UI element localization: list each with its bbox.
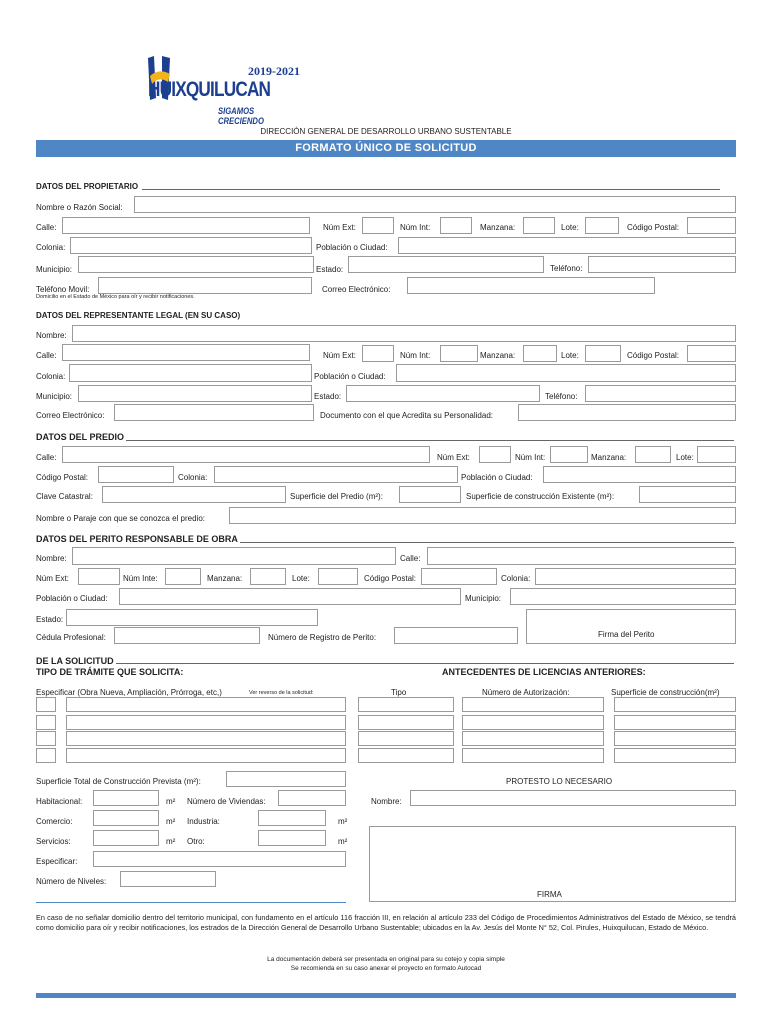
label: Municipio: [36, 392, 73, 401]
applicant-name-input[interactable] [410, 790, 736, 806]
lot-ext-input[interactable] [479, 446, 511, 463]
label: Superficie del Predio (m²): [290, 492, 383, 501]
address-note: Domicilio en el Estado de México para oír y recibir notificaciones. [36, 294, 195, 300]
label: Otro: [187, 837, 205, 846]
tramite-spec-input[interactable] [66, 697, 346, 712]
antecedente-autorizacion-input[interactable] [462, 748, 604, 763]
rep-int-input[interactable] [440, 345, 478, 362]
label: Nombre: [36, 331, 67, 340]
antecedente-autorizacion-input[interactable] [462, 715, 604, 730]
perito-street-input[interactable] [427, 547, 736, 565]
label: Manzana: [207, 574, 243, 583]
rep-cp-input[interactable] [687, 345, 736, 362]
label: Número de Viviendas: [187, 797, 266, 806]
label: Clave Catastral: [36, 492, 93, 501]
label: Calle: [36, 223, 57, 232]
logo-years: 2019-2021 [248, 64, 300, 78]
label: Estado: [314, 392, 342, 401]
lot-paraje-input[interactable] [229, 507, 736, 524]
label: Población o Ciudad: [316, 243, 388, 252]
perito-signature-label: Firma del Perito [598, 630, 655, 639]
label: Código Postal: [627, 351, 680, 360]
rep-colonia-input[interactable] [69, 364, 312, 382]
antecedente-tipo-input[interactable] [358, 731, 454, 746]
label: Núm Ext: [36, 574, 69, 583]
label: Colonia: [178, 473, 208, 482]
owner-street-input[interactable] [62, 217, 310, 234]
label: Colonia: [501, 574, 531, 583]
habitacional-input[interactable] [93, 790, 159, 806]
otro-input[interactable] [258, 830, 326, 846]
label: Correo Electrónico: [36, 411, 105, 420]
perito-poblacion-input[interactable] [119, 588, 461, 605]
column-header: Superficie de construcción(m²) [611, 688, 720, 697]
owner-estado-input[interactable] [348, 256, 544, 273]
label: Especificar (Obra Nueva, Ampliación, Prórroga, etc,) [36, 688, 222, 697]
owner-poblacion-input[interactable] [398, 237, 736, 254]
label: Manzana: [591, 453, 627, 462]
label: Núm Int: [515, 453, 546, 462]
tramite-spec-input[interactable] [66, 748, 346, 763]
tramite-check[interactable] [36, 748, 56, 763]
antecedente-autorizacion-input[interactable] [462, 697, 604, 712]
label: Manzana: [480, 223, 516, 232]
municipal-logo [140, 52, 310, 126]
owner-municipio-input[interactable] [78, 256, 314, 273]
total-area-input[interactable] [226, 771, 346, 787]
tramite-check[interactable] [36, 697, 56, 712]
label: Colonia: [36, 372, 66, 381]
comercio-input[interactable] [93, 810, 159, 826]
rep-document-input[interactable] [518, 404, 736, 421]
antecedente-tipo-input[interactable] [358, 748, 454, 763]
label: Manzana: [480, 351, 516, 360]
label: Municipio: [465, 594, 502, 603]
solicitud-title: DE LA SOLICITUD [36, 656, 114, 666]
tramite-check[interactable] [36, 715, 56, 730]
perito-registro-input[interactable] [394, 627, 518, 644]
label: Nombre: [36, 554, 67, 563]
rep-name-input[interactable] [72, 325, 736, 342]
form-title: FORMATO ÚNICO DE SOLICITUD [36, 140, 736, 157]
label: Núm Ext: [437, 453, 470, 462]
label: Servicios: [36, 837, 71, 846]
lot-colonia-input[interactable] [214, 466, 458, 483]
owner-ext-input[interactable] [362, 217, 394, 234]
rep-email-input[interactable] [114, 404, 314, 421]
label: Especificar: [36, 857, 78, 866]
label: Código Postal: [627, 223, 680, 232]
lot-clave-input[interactable] [102, 486, 286, 503]
perito-municipio-input[interactable] [510, 588, 736, 605]
label: Número de Registro de Perito: [268, 633, 377, 642]
label: Nombre: [371, 797, 402, 806]
niveles-input[interactable] [120, 871, 216, 887]
label: Número de Niveles: [36, 877, 107, 886]
column-header: Tipo [391, 688, 407, 697]
antecedente-superficie-input[interactable] [614, 715, 736, 730]
logo-slogan: SIGAMOS CRECIENDO [218, 106, 264, 126]
legal-notice: En caso de no señalar domicilio dentro del territorio municipal, con fundamento en el artículo 116 fracción III, en relación al artículo 233 del Código de Procedimientos Administrativos del Estado de México, se tendrá como domicilio para oír y recibir notificaciones, los estrados de la Dirección General de Desarrollo Urbano Sustentable; ubicados en la Av. Jesús del Monte N° 52, Col. Pirules, Huixquilucan, Estado de México. [36, 913, 736, 932]
viviendas-input[interactable] [278, 790, 346, 806]
tipo-tramite-title: TIPO DE TRÁMITE QUE SOLICITA: [36, 667, 184, 677]
label: Municipio: [36, 265, 73, 274]
title-underline [240, 542, 734, 543]
rep-ext-input[interactable] [362, 345, 394, 362]
owner-lote-input[interactable] [585, 217, 619, 234]
perito-name-input[interactable] [72, 547, 396, 565]
perito-cp-input[interactable] [421, 568, 497, 585]
label: Núm Ext: [323, 351, 356, 360]
label: Núm Int: [400, 351, 431, 360]
perito-int-input[interactable] [165, 568, 201, 585]
rep-estado-input[interactable] [346, 385, 540, 402]
lot-built-area-input[interactable] [639, 486, 736, 503]
owner-name-input[interactable] [134, 196, 736, 213]
lot-cp-input[interactable] [98, 466, 174, 483]
perito-ext-input[interactable] [78, 568, 120, 585]
label: Comercio: [36, 817, 73, 826]
divider [36, 902, 346, 903]
perito-manzana-input[interactable] [250, 568, 286, 585]
title-underline [126, 440, 734, 441]
label: Colonia: [36, 243, 66, 252]
perito-colonia-input[interactable] [535, 568, 736, 585]
owner-email-input[interactable] [407, 277, 655, 294]
perito-cedula-input[interactable] [114, 627, 260, 644]
label: Cédula Profesional: [36, 633, 106, 642]
label: Calle: [400, 554, 421, 563]
label: Código Postal: [36, 473, 89, 482]
perito-lote-input[interactable] [318, 568, 358, 585]
lot-int-input[interactable] [550, 446, 588, 463]
label: Nombre o Paraje con que se conozca el predio: [36, 514, 205, 523]
label: Estado: [316, 265, 344, 274]
documentation-note: La documentación deberá ser presentada en original para su cotejo y copia simple [267, 956, 505, 963]
owner-colonia-input[interactable] [70, 237, 312, 254]
label: Núm Inte: [123, 574, 158, 583]
unit-m2: m² [166, 837, 176, 846]
label: Nombre o Razón Social: [36, 203, 123, 212]
antecedentes-title: ANTECEDENTES DE LICENCIAS ANTERIORES: [442, 667, 646, 677]
industria-input[interactable] [258, 810, 326, 826]
title-underline [116, 663, 734, 664]
label: Población o Ciudad: [314, 372, 386, 381]
autocad-note: Se recomienda en su caso anexar el proyecto en formato Autocad [290, 965, 482, 972]
label: Lote: [561, 351, 579, 360]
unit-m2: m² [166, 817, 176, 826]
lot-poblacion-input[interactable] [543, 466, 736, 483]
rep-lote-input[interactable] [585, 345, 621, 362]
reverse-note: Ver reverso de la solicitud: [249, 690, 314, 696]
direccion-general: DIRECCIÓN GENERAL DE DESARROLLO URBANO SUSTENTABLE [260, 127, 512, 136]
antecedente-superficie-input[interactable] [614, 697, 736, 712]
label: Teléfono: [545, 392, 578, 401]
column-header: Número de Autorización: [482, 688, 570, 697]
label: Población o Ciudad: [461, 473, 533, 482]
label: Calle: [36, 351, 57, 360]
label: Estado: [36, 615, 64, 624]
label: Superficie de construcción Existente (m²): [466, 492, 615, 501]
unit-m2: m² [166, 797, 176, 806]
representante-title: DATOS DEL REPRESENTANTE LEGAL (EN SU CASO) [36, 311, 241, 320]
footer-bar [36, 993, 736, 998]
label: Habitacional: [36, 797, 83, 806]
label: Teléfono Movil: [36, 285, 90, 294]
antecedente-superficie-input[interactable] [614, 731, 736, 746]
rep-street-input[interactable] [62, 344, 310, 361]
owner-mobile-input[interactable] [98, 277, 312, 294]
label: Calle: [36, 453, 57, 462]
perito-estado-input[interactable] [66, 609, 318, 626]
logo-name: HUIXQUILUCAN [148, 78, 271, 101]
antecedente-tipo-input[interactable] [358, 715, 454, 730]
owner-phone-input[interactable] [588, 256, 736, 273]
rep-poblacion-input[interactable] [396, 364, 736, 382]
tramite-spec-input[interactable] [66, 715, 346, 730]
perito-title: DATOS DEL PERITO RESPONSABLE DE OBRA [36, 534, 238, 544]
label: Superficie Total de Construcción Prevista (m²): [36, 777, 201, 786]
protesto-label: PROTESTO LO NECESARIO [506, 777, 613, 786]
label: Correo Electrónico: [322, 285, 391, 294]
servicios-input[interactable] [93, 830, 159, 846]
propietario-title: DATOS DEL PROPIETARIO [36, 182, 139, 191]
antecedente-autorizacion-input[interactable] [462, 731, 604, 746]
label: Núm Int: [400, 223, 431, 232]
label: Núm Ext: [323, 223, 356, 232]
owner-int-input[interactable] [440, 217, 472, 234]
antecedente-tipo-input[interactable] [358, 697, 454, 712]
especificar-input[interactable] [93, 851, 346, 867]
lot-lote-input[interactable] [697, 446, 736, 463]
label: Lote: [676, 453, 694, 462]
label: Código Postal: [364, 574, 417, 583]
lot-area-input[interactable] [399, 486, 461, 503]
signature-label: FIRMA [537, 890, 562, 899]
label: Teléfono: [550, 264, 583, 273]
lot-manzana-input[interactable] [635, 446, 671, 463]
owner-cp-input[interactable] [687, 217, 736, 234]
unit-m2: m² [338, 817, 348, 826]
tramite-check[interactable] [36, 731, 56, 746]
label: Lote: [292, 574, 310, 583]
owner-manzana-input[interactable] [523, 217, 555, 234]
label: Lote: [561, 223, 579, 232]
label: Documento con el que Acredita su Personalidad: [320, 411, 493, 420]
label: Población o Ciudad: [36, 594, 108, 603]
predio-title: DATOS DEL PREDIO [36, 432, 125, 442]
rep-manzana-input[interactable] [523, 345, 557, 362]
tramite-spec-input[interactable] [66, 731, 346, 746]
label: Industria: [187, 817, 220, 826]
lot-street-input[interactable] [62, 446, 430, 463]
antecedente-superficie-input[interactable] [614, 748, 736, 763]
rep-municipio-input[interactable] [78, 385, 312, 402]
rep-phone-input[interactable] [585, 385, 736, 402]
unit-m2: m² [338, 837, 348, 846]
title-underline [142, 189, 720, 190]
